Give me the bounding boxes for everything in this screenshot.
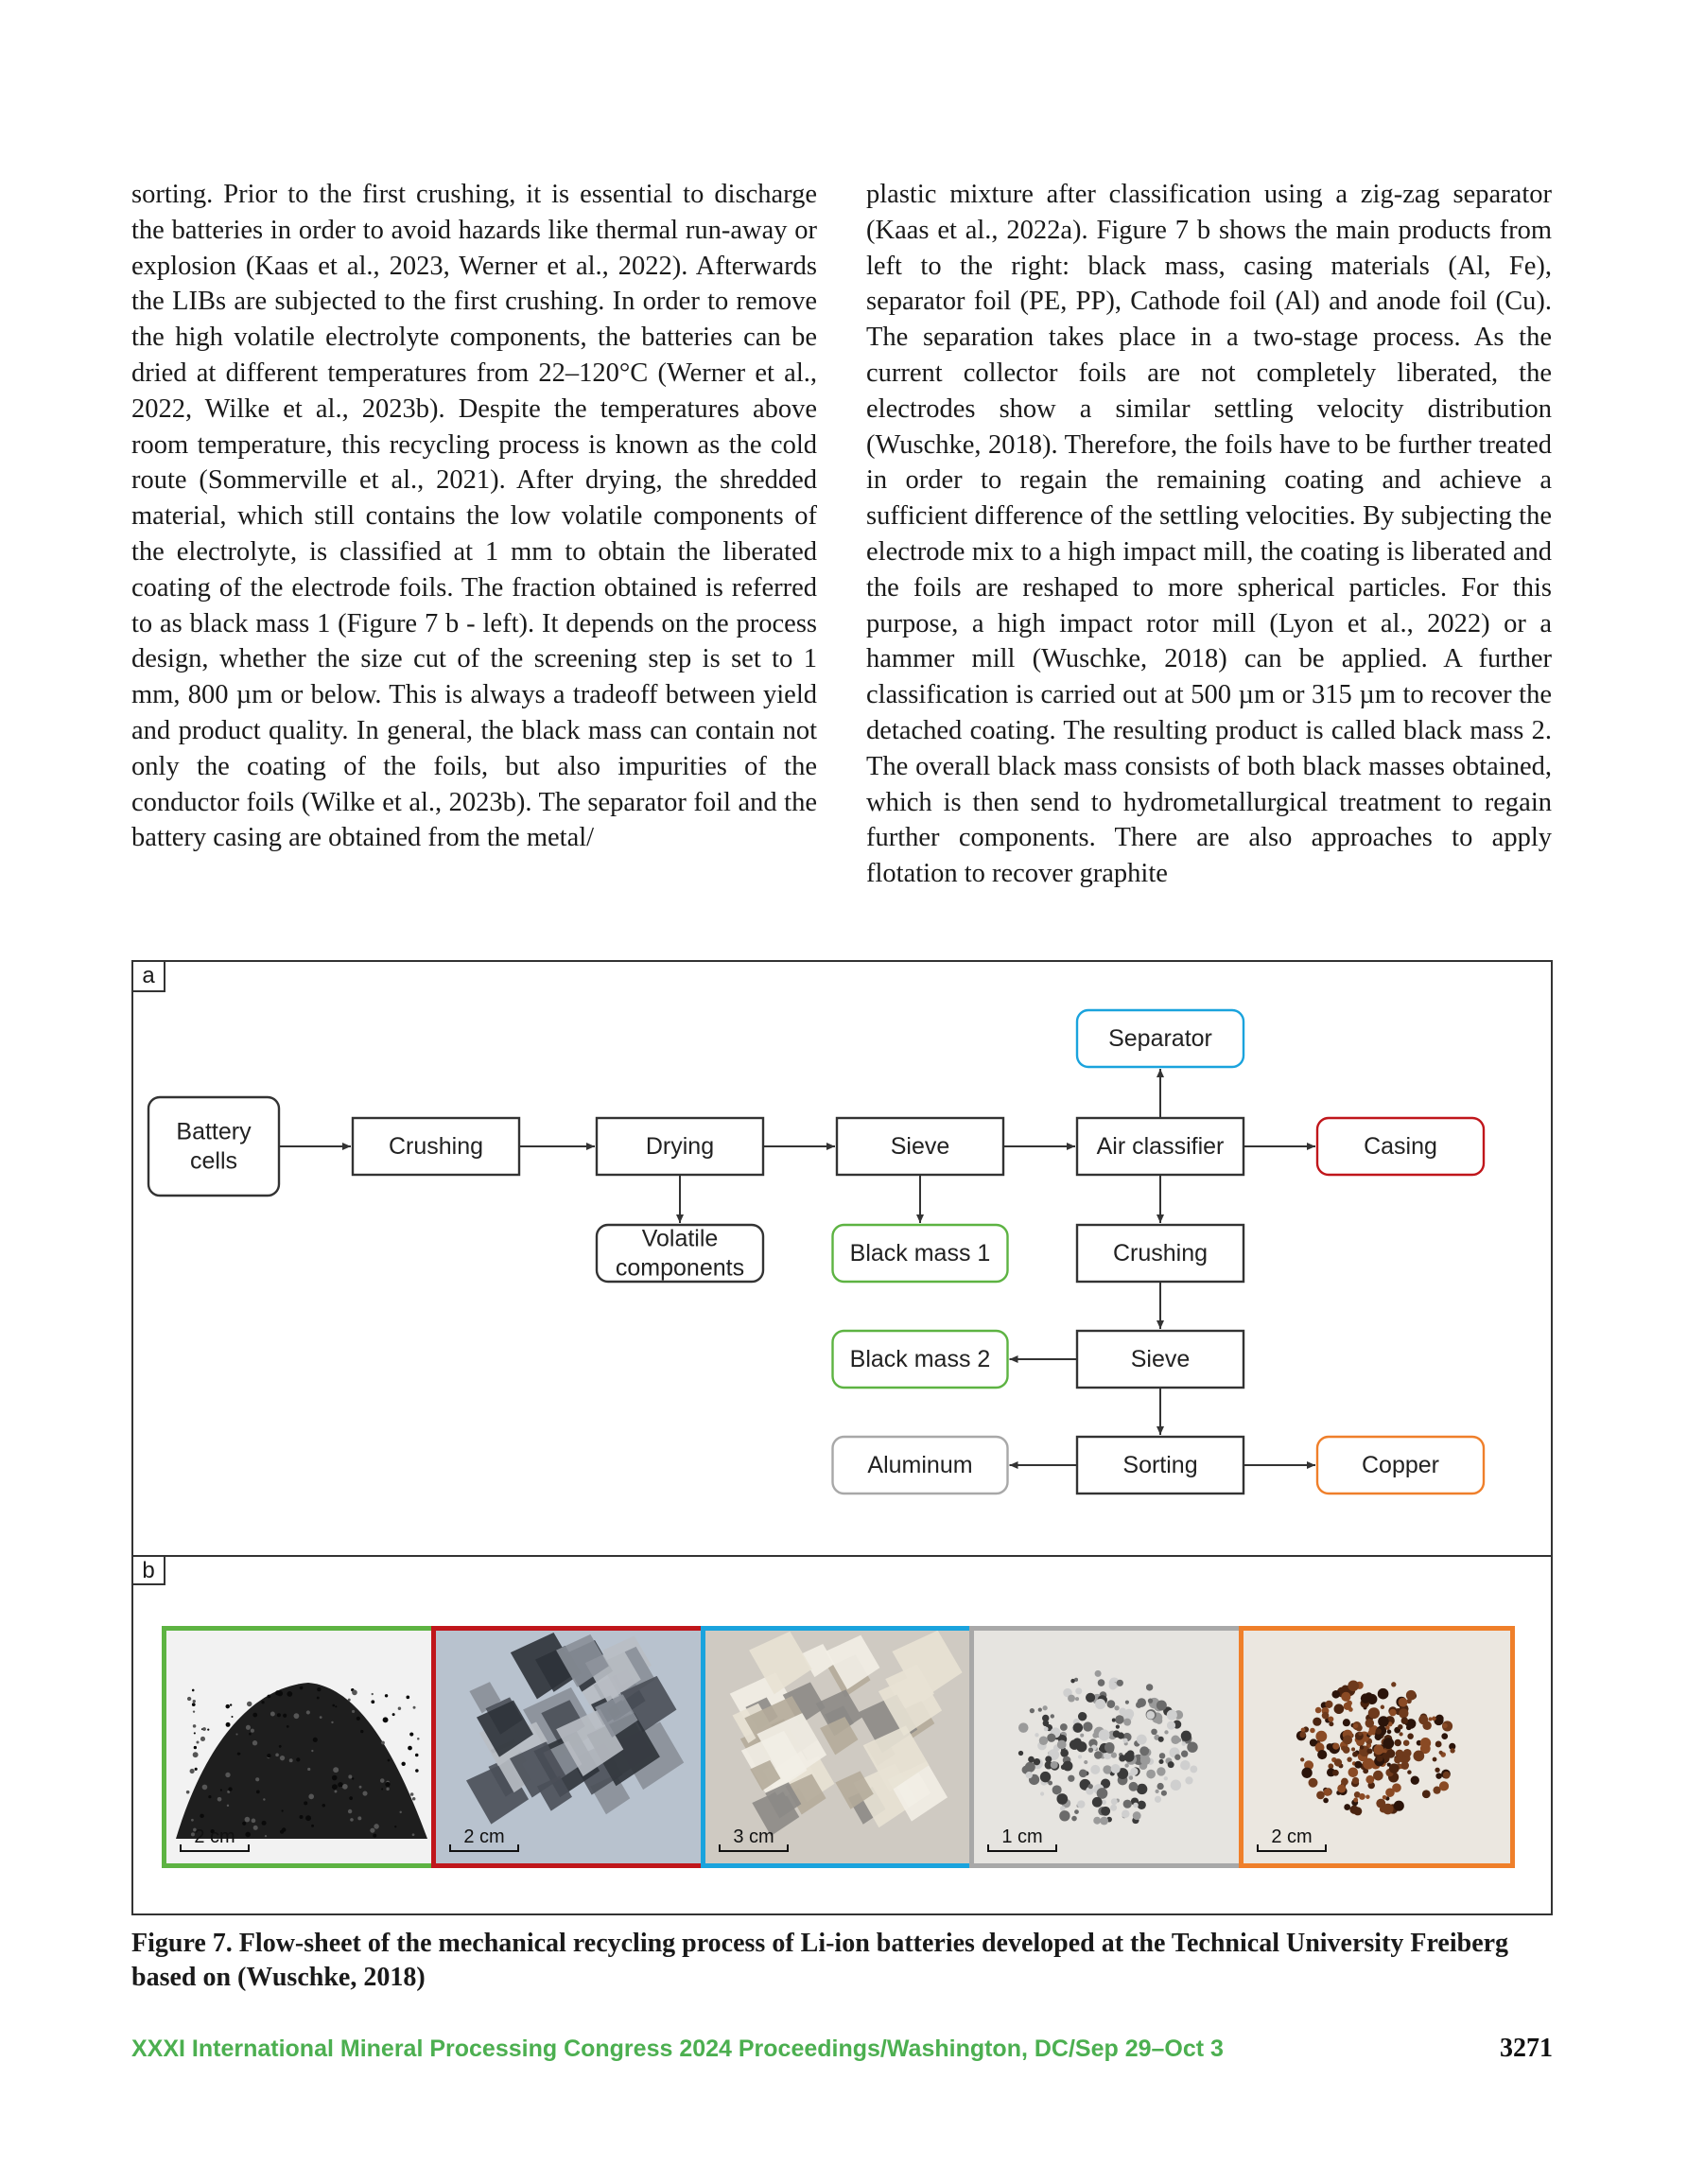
- scale-bar: [987, 1827, 1057, 1852]
- flow-node-label: Casing: [1364, 1133, 1437, 1160]
- panel-b-label: b: [133, 1555, 165, 1585]
- flow-node-copper: [1317, 1437, 1484, 1494]
- page-number: 3271: [1500, 2034, 1553, 2063]
- flow-node-label: Drying: [645, 1133, 715, 1160]
- flow-node-sorting: [1077, 1437, 1244, 1494]
- flow-node-label: components: [615, 1254, 745, 1282]
- flow-node-sieve1: [837, 1118, 1003, 1175]
- flow-node-volatile: [597, 1225, 763, 1282]
- flow-node-crushing2: [1077, 1225, 1244, 1282]
- flow-node-separator: [1077, 1010, 1244, 1067]
- paragraph-right: plastic mixture after classification using a zig-zag separator (Kaas et al., 2022a). Figure 7 b shows the main products from left to the right: black mass, casing materials (Al, Fe), separator foil (PE, PP), Cathode foil (Al) and anode foil (Cu). The separation takes place in a two-stage process. As the current collector foils are not completely liberated, the electrodes show a similar settling velocity distribution (Wuschke, 2018). Therefore, the foils have to be further treated in order to regain the remaining coating and achieve a sufficient difference of the settling velocities. By subjecting the electrode mix to a high impact mill, the coating is liberated and the foils are reshaped to more spherical particles. For this purpose, a high impact rotor mill (Lyon et al., 2022) or a hammer mill (Wuschke, 2018) can be applied. A further classification is carried out at 500 µm or 315 µm to recover the detached coating. The resulting product is called black mass 2. The overall black mass consists of both black masses obtained, which is then send to hydrometallurgical treatment to regain further components. There are also approaches to apply flotation to recover graphite: [866, 180, 1552, 889]
- copper-photo: [1239, 1626, 1515, 1868]
- flow-node-label: Black mass 2: [849, 1346, 991, 1372]
- aluminum-photo: [969, 1626, 1245, 1868]
- scale-bar: [1257, 1827, 1327, 1852]
- scale-bar-label: 2 cm: [194, 1826, 235, 1847]
- black-mass-photo: [162, 1626, 438, 1868]
- figure-caption: Figure 7. Flow-sheet of the mechanical recycling process of Li-ion batteries developed at the Technical University Freiberg based on (Wuschke, 2018): [131, 1929, 1509, 1992]
- paragraph-left: sorting. Prior to the first crushing, it is essential to discharge the batteries in order to avoid hazards like thermal run-away or explosion (Kaas et al., 2023, Werner et al., 2022). Afterwards the LIBs are subjected to the first crushing. In order to remove the high volatile electrolyte components, the batteries can be dried at different temperatures from 22–120°C (Werner et al., 2022, Wilke et al., 2023b). Despite the temperatures above room temperature, this recycling process is known as the cold route (Sommerville et al., 2021). After drying, the shredded material, which still contains the low volatile components of the electrolyte, is classified at 1 mm to obtain the liberated coating of the electrode foils. The fraction obtained is referred to as black mass 1 (Figure 7 b - left). It depends on the process design, whether the size cut of the screening step is set to 1 mm, 800 µm or below. This is always a tradeoff between yield and product quality. In general, the black mass can contain not only the coating of the foils, but also impurities of the conductor foils (Wilke et al., 2023b). The separator foil and the battery casing are obtained from the metal/: [131, 180, 817, 853]
- figure-7: [131, 960, 1553, 1915]
- flow-node-label: Separator: [1108, 1025, 1212, 1052]
- scale-bar-label: 3 cm: [733, 1826, 774, 1847]
- flow-node-label: Aluminum: [867, 1452, 973, 1478]
- flow-node-label: Sieve: [1130, 1346, 1191, 1372]
- flow-node-aluminum: [833, 1437, 1008, 1494]
- casing-photo: [431, 1626, 707, 1868]
- flow-node-drying: [597, 1118, 763, 1175]
- scale-bar: [180, 1827, 250, 1852]
- flow-node-label: Black mass 1: [849, 1240, 991, 1267]
- flow-node-casing: [1317, 1118, 1484, 1175]
- flow-node-label: Sieve: [890, 1133, 950, 1160]
- flow-sheet-diagram: [133, 962, 1551, 1553]
- flow-node-label: Crushing: [1112, 1240, 1209, 1267]
- right-text-column: [866, 177, 1552, 892]
- separator-photo: [701, 1626, 977, 1868]
- footer-congress: XXXI International Mineral Processing Congress 2024 Proceedings/Washington, DC/Sep 29–Oct 3: [131, 2035, 1224, 2062]
- flow-node-label: Crushing: [388, 1133, 484, 1160]
- flow-node-label: cells: [189, 1147, 238, 1175]
- flow-node-bm1: [833, 1225, 1008, 1282]
- flow-node-air: [1077, 1118, 1244, 1175]
- scale-bar-label: 1 cm: [1001, 1826, 1043, 1847]
- scale-bar-label: 2 cm: [463, 1826, 505, 1847]
- scale-bar: [719, 1827, 789, 1852]
- flow-node-label: Battery: [176, 1118, 252, 1145]
- flow-node-label: Air classifier: [1096, 1133, 1225, 1160]
- flow-node-crushing1: [353, 1118, 519, 1175]
- flow-node-label: Copper: [1362, 1452, 1439, 1478]
- flow-node-sieve2: [1077, 1331, 1244, 1388]
- left-text-column: [131, 177, 817, 856]
- panel-divider: [133, 1555, 1551, 1557]
- scale-bar: [449, 1827, 519, 1852]
- flow-node-battery: [148, 1097, 279, 1196]
- flow-node-label: Sorting: [1122, 1452, 1198, 1478]
- panel-a-label: a: [133, 962, 165, 992]
- scale-bar-label: 2 cm: [1271, 1826, 1313, 1847]
- flow-node-label: Volatile: [641, 1225, 719, 1252]
- flow-node-bm2: [833, 1331, 1008, 1388]
